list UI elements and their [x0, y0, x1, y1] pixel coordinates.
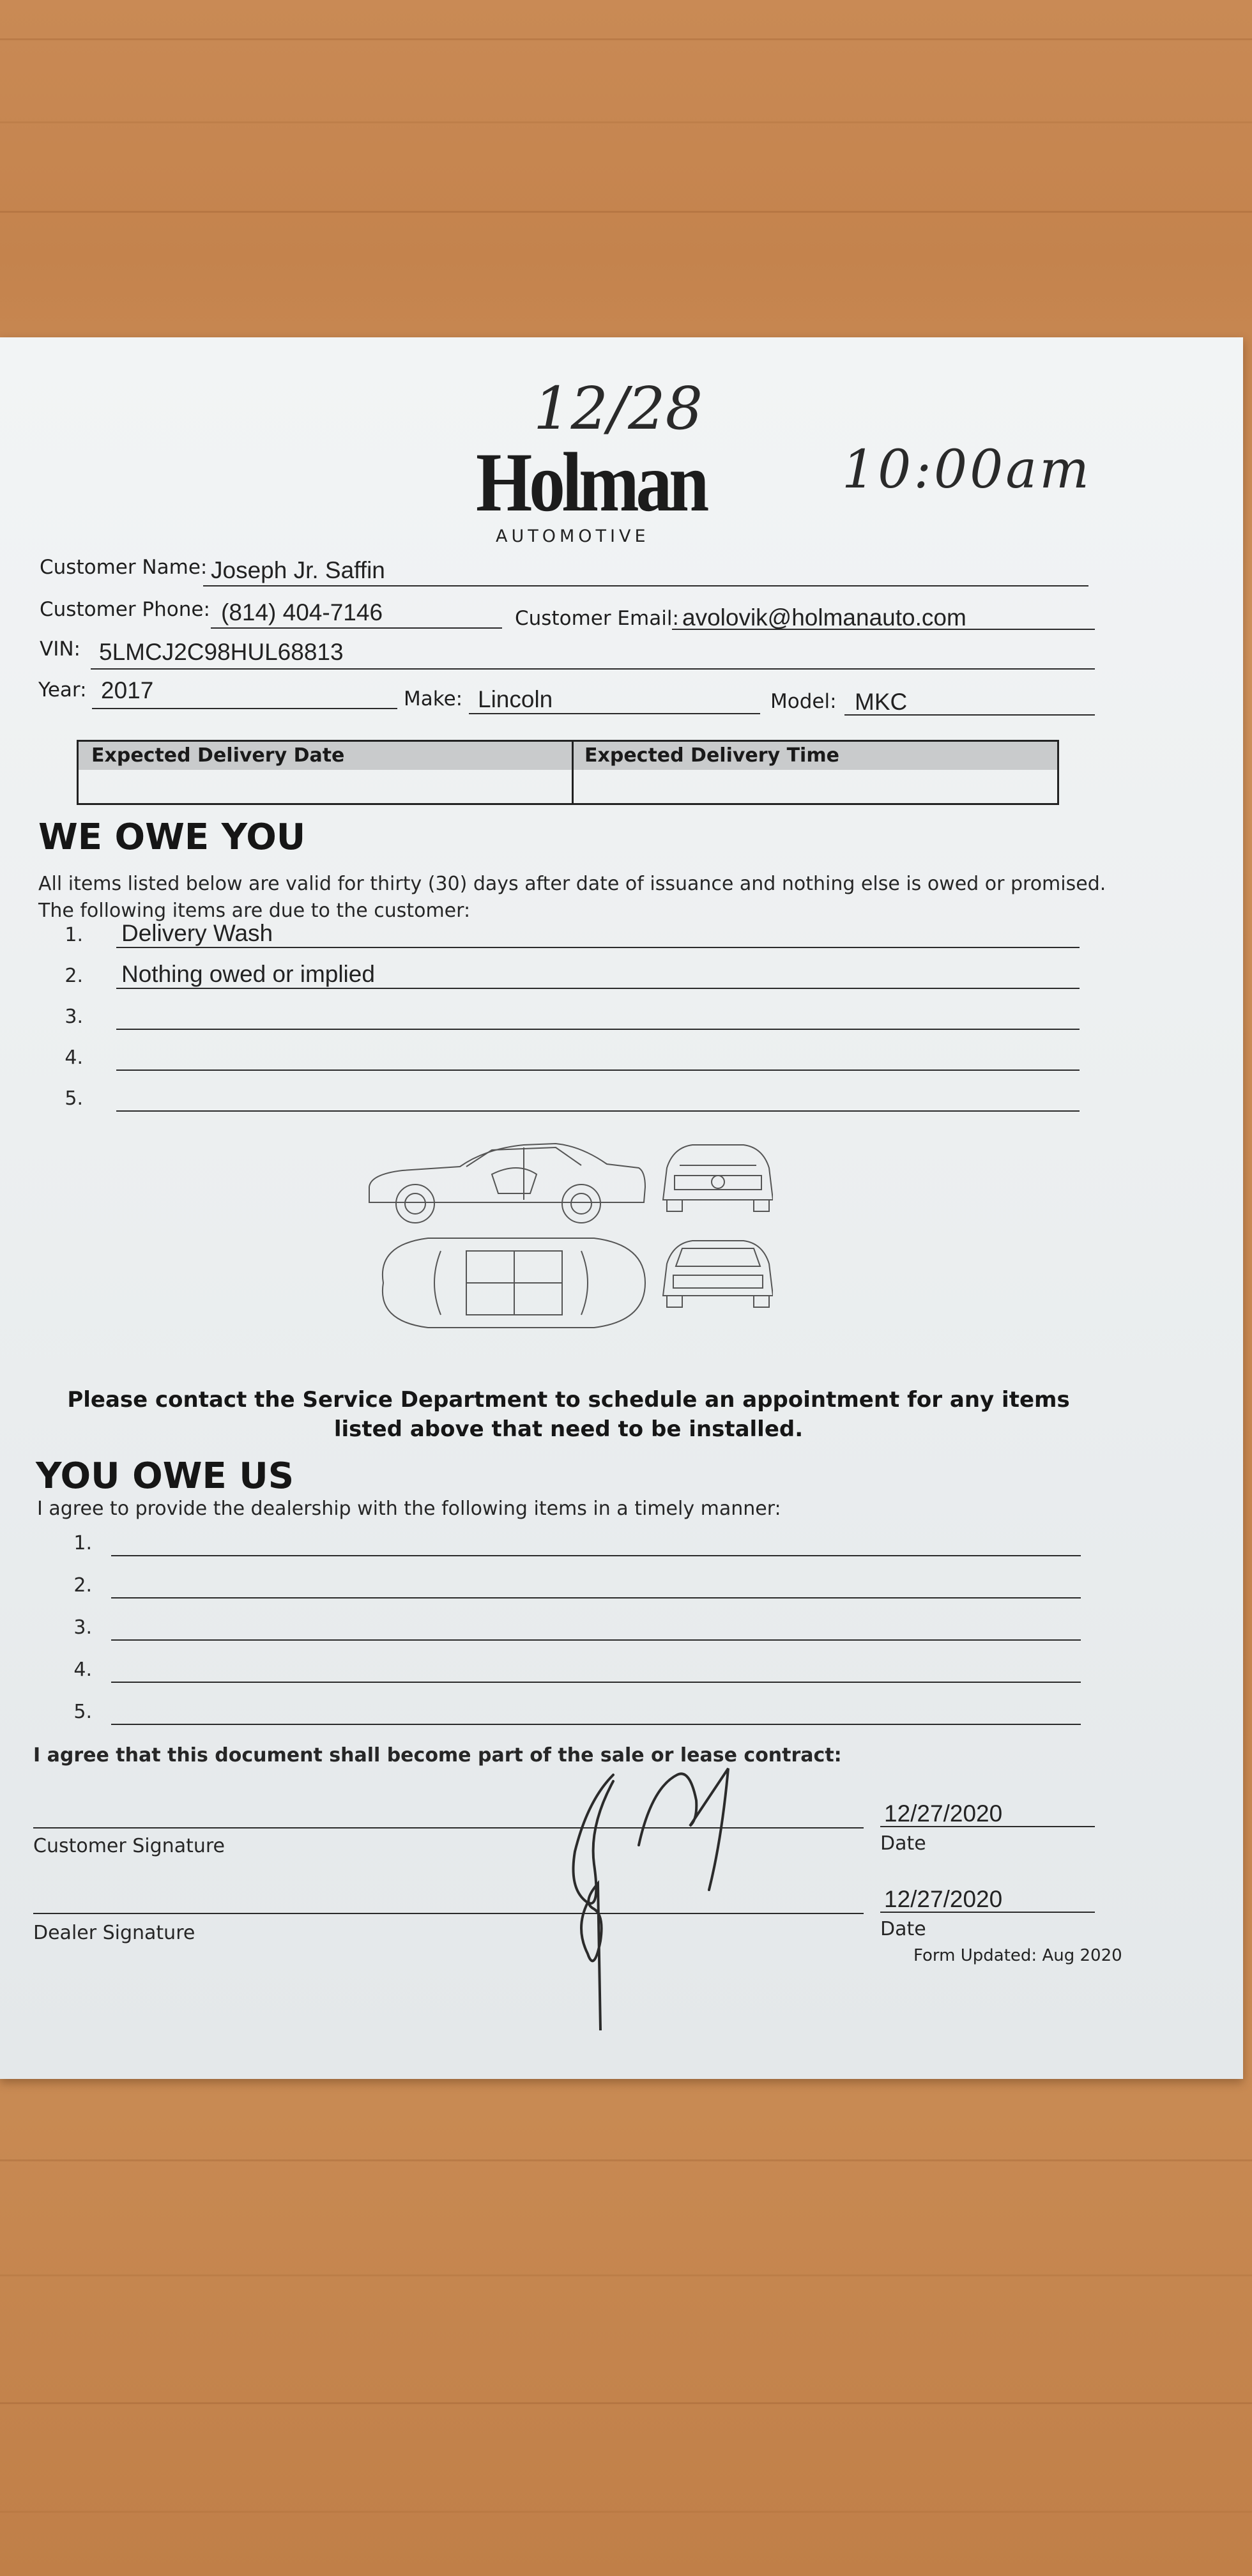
model-line	[844, 714, 1095, 716]
model-value: MKC	[855, 689, 908, 715]
vehicle-damage-diagram	[364, 1136, 773, 1347]
list-item-number: 3.	[73, 1616, 92, 1639]
delivery-form-paper	[0, 337, 1243, 2079]
list-item-text: Nothing owed or implied	[121, 961, 375, 987]
expected-delivery-time-header: Expected Delivery Time	[584, 744, 839, 767]
handwritten-time: 10:00am	[842, 440, 1092, 500]
list-item-line[interactable]	[111, 1682, 1081, 1683]
list-item-number: 5.	[65, 1087, 83, 1110]
vin-label: VIN:	[40, 638, 80, 661]
year-value: 2017	[101, 677, 154, 703]
vin-line	[91, 668, 1095, 670]
list-item-line[interactable]	[111, 1555, 1081, 1556]
wood-grain	[0, 2159, 1252, 2161]
dealer-date-line	[880, 1912, 1095, 1913]
list-item-number: 5.	[73, 1701, 92, 1723]
you-owe-us-heading: YOU OWE US	[36, 1455, 294, 1497]
customer-phone-label: Customer Phone:	[40, 598, 210, 621]
delivery-table-divider	[572, 742, 574, 803]
customer-email-line	[672, 629, 1095, 630]
we-owe-intro-line: The following items are due to the customer:	[38, 900, 471, 922]
holman-logo: Holman	[476, 435, 706, 529]
year-line	[92, 708, 397, 709]
wood-grain	[0, 38, 1252, 40]
we-owe-terms-line: All items listed below are valid for thirty (30) days after date of issuance and nothing else is owed or promised.	[38, 873, 1106, 895]
car-side-view	[369, 1144, 645, 1223]
expected-delivery-date-header: Expected Delivery Date	[91, 744, 345, 767]
customer-phone-value: (814) 404-7146	[221, 599, 383, 625]
list-item-line[interactable]	[111, 1639, 1081, 1641]
wood-grain	[0, 2274, 1252, 2276]
list-item-number: 1.	[65, 924, 83, 946]
list-item-number: 4.	[73, 1659, 92, 1681]
customer-signature-label: Customer Signature	[33, 1835, 225, 1857]
car-front-view	[663, 1145, 773, 1211]
handwritten-date: 12/28	[533, 374, 703, 443]
delivery-table-header	[79, 742, 1057, 770]
list-item-number: 3.	[65, 1006, 83, 1028]
list-item-line[interactable]	[116, 1070, 1080, 1071]
wood-grain	[0, 121, 1252, 123]
customer-email-label: Customer Email:	[515, 607, 679, 630]
you-owe-intro-line: I agree to provide the dealership with the following items in a timely manner:	[37, 1498, 781, 1520]
customer-name-label: Customer Name:	[40, 556, 208, 579]
list-item-text: Delivery Wash	[121, 920, 273, 946]
car-rear-view	[663, 1241, 773, 1307]
list-item-number: 2.	[73, 1574, 92, 1597]
customer-signature-date: 12/27/2020	[884, 1800, 1003, 1827]
agreement-statement: I agree that this document shall become part of the sale or lease contract:	[33, 1744, 842, 1767]
holman-logo-subtitle: AUTOMOTIVE	[496, 526, 650, 546]
customer-phone-line	[211, 627, 502, 629]
list-item-line[interactable]	[111, 1724, 1081, 1725]
customer-email-value: avolovik@holmanauto.com	[682, 604, 966, 631]
year-label: Year:	[38, 678, 87, 702]
car-top-view	[383, 1238, 645, 1328]
customer-name-value: Joseph Jr. Saffin	[211, 557, 385, 583]
list-item-line[interactable]	[111, 1597, 1081, 1598]
make-line	[469, 713, 760, 714]
wood-grain	[0, 2402, 1252, 2404]
list-item-line[interactable]	[116, 1029, 1080, 1030]
service-department-notice: Please contact the Service Department to schedule an appointment for any items listed above that need to be installed.	[67, 1387, 1070, 1442]
list-item-number: 2.	[65, 965, 83, 987]
list-item-number: 1.	[73, 1532, 92, 1554]
form-updated-note: Form Updated: Aug 2020	[913, 1946, 1122, 1965]
customer-name-line	[203, 585, 1088, 586]
wood-grain	[0, 2511, 1252, 2513]
model-label: Model:	[770, 690, 837, 713]
list-item-line[interactable]	[116, 988, 1080, 989]
make-value: Lincoln	[478, 686, 553, 712]
list-item-line[interactable]	[116, 947, 1080, 948]
wood-grain	[0, 211, 1252, 213]
signature-scribble	[549, 1762, 754, 2030]
expected-delivery-table	[77, 740, 1059, 805]
list-item-number: 4.	[65, 1046, 83, 1069]
we-owe-you-heading: WE OWE YOU	[38, 816, 306, 858]
dealer-signature-date: 12/27/2020	[884, 1886, 1003, 1912]
vin-value: 5LMCJ2C98HUL68813	[99, 639, 344, 665]
dealer-signature-label: Dealer Signature	[33, 1922, 195, 1944]
make-label: Make:	[404, 687, 463, 710]
list-item-line[interactable]	[116, 1110, 1080, 1112]
customer-date-line	[880, 1826, 1095, 1827]
customer-date-label: Date	[880, 1832, 926, 1855]
dealer-date-label: Date	[880, 1918, 926, 1940]
